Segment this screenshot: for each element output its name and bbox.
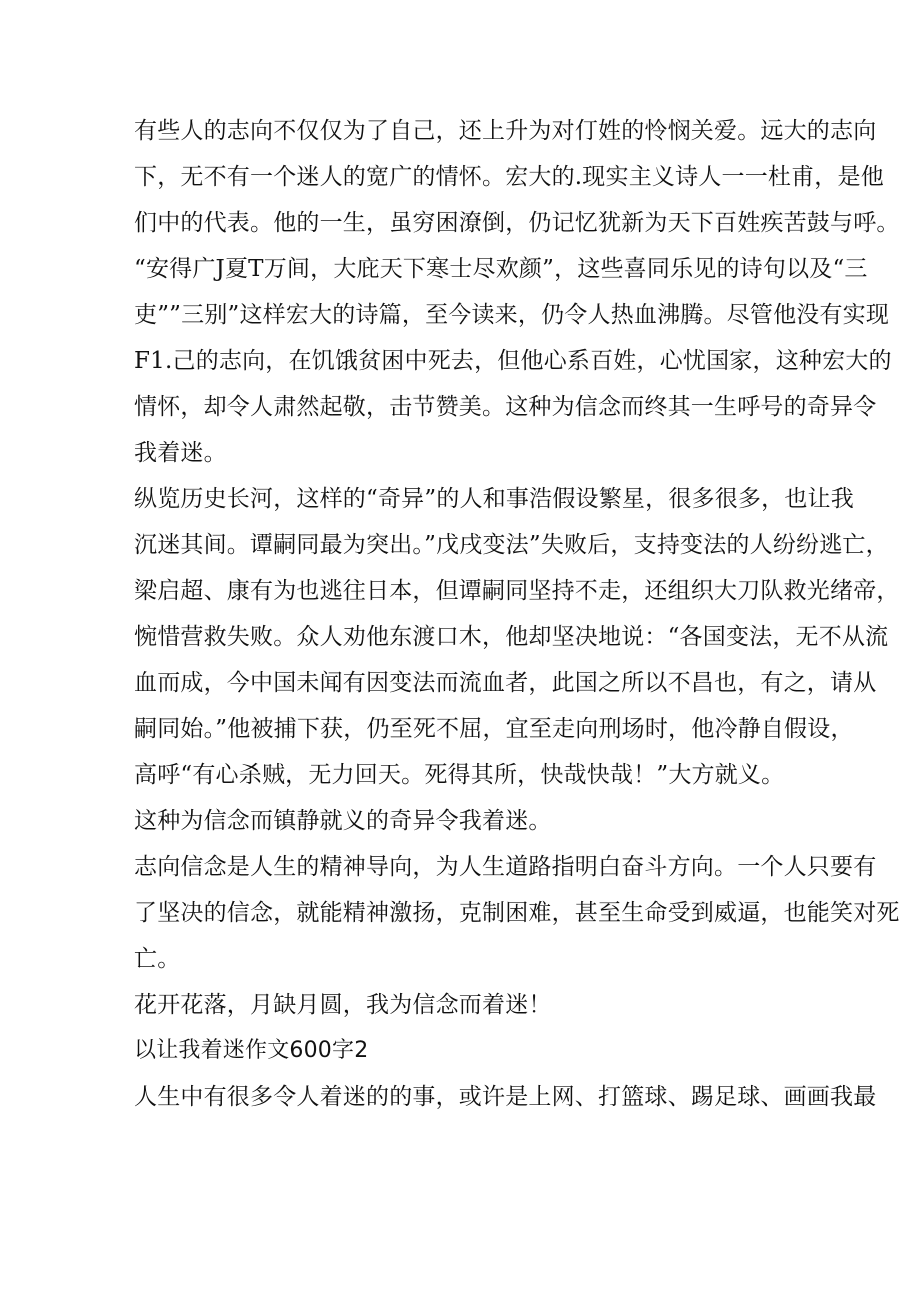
text-line: 梁启超、康有为也逃往日本，但谭嗣同坚持不走，还组织大刀队救光绪帝， <box>134 578 900 604</box>
paragraph-belief <box>134 844 900 982</box>
text-line: 纵览历史长河，这样的“奇异”的人和事浩假设繁星，很多很多，也让我 <box>134 486 854 512</box>
text-line: 嗣同始。”他被捕下获，仍至死不屈，宜至走向刑场时，他冷静自假设， <box>134 716 854 742</box>
text-line: 人生中有很多令人着迷的的事，或许是上网、打篮球、踢足球、画画我最 <box>134 1084 877 1110</box>
text-line: 花开花落，月缺月圆，我为信念而着迷！ <box>134 992 552 1018</box>
paragraph-tan-sitong <box>134 476 900 798</box>
text-line: 这种为信念而镇静就义的奇异令我着迷。 <box>134 808 552 834</box>
text-line: 吏””三别”这样宏大的诗篇，至今读来，仍令人热血沸腾。尽管他没有实现 <box>134 302 890 328</box>
document-body <box>134 108 900 1120</box>
text-line: 了坚决的信念，就能精神激扬，克制困难，甚至生命受到威逼，也能笑对死 <box>134 900 900 926</box>
text-line: 们中的代表。他的一生，虽穷困潦倒，仍记忆犹新为天下百姓疾苦鼓与呼。 <box>134 210 900 236</box>
text-line: 志向信念是人生的精神导向，为人生道路指明白奋斗方向。一个人只要有 <box>134 854 877 880</box>
section-heading <box>134 1028 794 1074</box>
text-line: 沉迷其间。谭嗣同最为突出。”戊戌变法”失败后，支持变法的人纷纷逃亡， <box>134 532 889 558</box>
text-line: 我着迷。 <box>134 440 227 466</box>
text-line: “安得广J夏T万间，大庇天下寒士尽欢颜”，这些喜同乐见的诗句以及“三 <box>134 256 868 282</box>
text-line: 血而成，今中国未闻有因变法而流血者，此国之所以不昌也，有之，请从 <box>134 670 877 696</box>
paragraph-du-fu <box>134 108 900 476</box>
essay-title: 以让我着迷作文600字2 <box>134 1038 369 1063</box>
text-line: 惋惜营救失败。众人劝他东渡口木，他却坚决地说：“各国变法，无不从流 <box>134 624 889 650</box>
text-line: 亡。 <box>134 946 181 972</box>
text-line: F1.己的志向，在饥饿贫困中死去，但他心系百姓，心忧国家，这种宏大的 <box>134 348 892 374</box>
text-line: 情怀，却令人肃然起敬，击节赞美。这种为信念而终其一生呼号的奇异令 <box>134 394 877 420</box>
text-line: 有些人的志向不仅仅为了自己，还上升为对仃姓的怜悯关爱。远大的志向 <box>134 118 877 144</box>
text-line: 高呼“有心杀贼，无力回天。死得其所，快哉快哉！”大方就义。 <box>134 762 785 788</box>
paragraph-closing <box>134 982 794 1028</box>
text-line: 下，无不有一个迷人的宽广的情怀。宏大的.现实主义诗人一一杜甫，是他 <box>134 164 884 190</box>
paragraph-summary <box>134 798 794 844</box>
paragraph-second-essay <box>134 1074 877 1120</box>
